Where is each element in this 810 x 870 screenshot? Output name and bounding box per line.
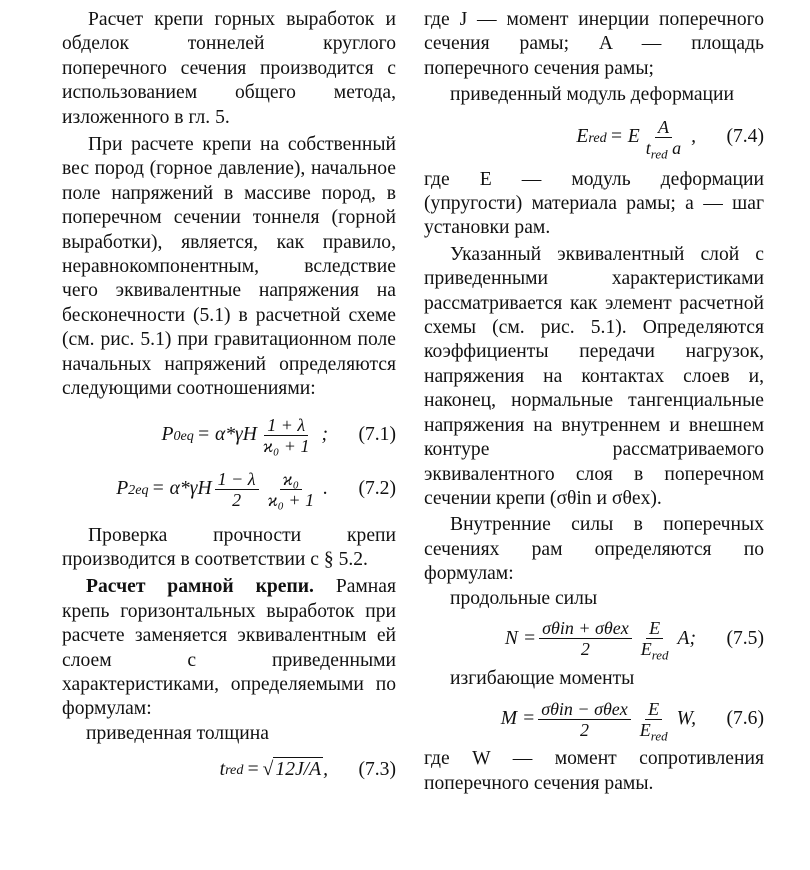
numerator: 1 + λ: [264, 415, 308, 436]
numerator: σθin − σθex: [538, 699, 631, 720]
paragraph: [62, 575, 396, 721]
equation-number: (7.4): [726, 126, 764, 148]
eq-symbol: t: [219, 758, 226, 780]
paragraph: приведенная толщина: [86, 722, 269, 744]
eq-fraction: [643, 117, 684, 162]
paragraph: Проверка прочности крепи производится в соответствии с § 5.2.: [62, 524, 396, 570]
paragraph: При расчете крепи на собственный вес пород (горное давление), начальное поле напряжений в массиве пород, в поперечном сечении тоннеля (горной выработки), является, как правило, неравнокомпонентным, вследствие чего эквивалентные напряжения на бесконечности (5.1) в расчетной схеме (см. рис. 5.1) при гравитационном поле начальных напряжений определяются следующими соотношениями:: [62, 134, 396, 400]
equation-number: (7.5): [726, 627, 764, 649]
denominator: 2: [580, 639, 590, 660]
eq-equals: =: [246, 758, 260, 780]
left-column: [62, 8, 396, 790]
right-column: [424, 8, 764, 796]
eq-rhs: = α*γH: [151, 478, 212, 500]
denominator: ϰ₀ + 1: [262, 436, 310, 456]
equation-number: (7.2): [358, 478, 396, 500]
sqrt-argument: 12J/A: [273, 757, 323, 782]
eq-lhs: M =: [500, 708, 536, 730]
denominator-t: t: [645, 138, 651, 159]
eq-fraction: [215, 469, 259, 510]
denominator: ϰ₀ + 1: [267, 490, 315, 510]
eq-punct: ,: [691, 126, 696, 148]
paragraph-text: Рамная крепь горизонтальных выработок при расчете заменяется эквивалентным ей слоем с приведенными характеристиками, определяемыми по формулам:: [62, 576, 397, 720]
section-heading: Расчет рамной крепи.: [86, 576, 314, 598]
equation-body: P 2eq = α*γH $\frac{1 - \lambda}{2}$ $\frac{\text{ϰ₀}}{\text{ϰ₀ + 1}}$ .: [116, 469, 328, 510]
equation-7-1: [62, 410, 396, 462]
numerator: σθin + σθex: [539, 618, 632, 639]
eq-punct: .: [323, 478, 328, 500]
eq-punct: ,: [323, 758, 328, 780]
denominator-subscript: red: [650, 728, 668, 744]
numerator: A: [655, 117, 672, 138]
equation-body: t red = √ 12J/A ,: [220, 757, 328, 782]
paragraph: приведенный модуль деформации: [450, 84, 734, 106]
eq-fraction: [637, 698, 671, 744]
numerator: E: [645, 699, 662, 720]
denominator: 2: [579, 719, 589, 740]
equation-number: (7.6): [726, 708, 764, 730]
equation-7-5: [424, 613, 764, 665]
denominator-a: a: [672, 138, 682, 159]
eq-lhs: N =: [504, 627, 537, 649]
denominator: 2: [232, 490, 242, 510]
equation-7-3: [62, 750, 396, 790]
equation-number: (7.1): [358, 424, 396, 446]
equation-7-2: [62, 464, 396, 516]
equation-body: P 0eq = α*γH $\frac{1 + \lambda}{\text{ϰ₀ + 1}}$ ;: [161, 415, 328, 456]
paragraph: где J — момент инерции поперечного сечения рамы; A — площадь поперечного сечения рамы;: [424, 9, 764, 79]
eq-fraction: [265, 469, 318, 510]
eq-symbol: P: [161, 424, 174, 446]
eq-rhs: = α*γH: [196, 424, 257, 446]
eq-fraction: [539, 618, 632, 659]
eq-tail: A;: [677, 627, 696, 649]
eq-fraction: [260, 415, 313, 456]
denominator: [638, 639, 672, 663]
eq-symbol: P: [116, 478, 129, 500]
equation-body: [504, 618, 696, 663]
paragraph: где E — модуль деформации (упругости) материала рамы; a — шаг установки рам.: [424, 168, 764, 239]
paragraph: изгибающие моменты: [450, 667, 635, 689]
denominator: [643, 138, 684, 162]
eq-symbol: E: [576, 126, 589, 148]
paragraph: где W — момент сопротивления поперечного сечения рамы.: [424, 748, 764, 794]
equation-body: E red = E $\frac{A}{t_{red} a}$ ,: [576, 117, 696, 162]
sqrt-symbol: √: [262, 758, 274, 780]
paragraph: Расчет крепи горных выработок и обделок тоннелей круглого поперечного сечения производится с использованием общего метода, изложенного в гл. 5.: [62, 9, 396, 128]
equation-7-4: [424, 112, 764, 164]
equation-body: [500, 698, 696, 744]
paragraph: Внутренние силы в поперечных сечениях рам определяются по формулам:: [424, 514, 764, 585]
eq-tail: W,: [676, 708, 696, 730]
equation-number: (7.3): [358, 758, 396, 780]
eq-punct: ;: [321, 424, 328, 446]
paragraph: Указанный эквивалентный слой с приведенными характеристиками рассматривается как элемент расчетной схемы (см. рис. 5.1). Определяются коэффициенты передачи нагрузок, напряжения на контактах слоев и, наконец, нормальные тангенциальные напряжения на внутреннем и внешнем контуре рассматриваемого эквивалентного слоя в поперечном сечении крепи (σθin и σθex).: [424, 243, 764, 509]
denominator-subscript: red: [651, 647, 669, 663]
numerator: 1 − λ: [215, 469, 259, 490]
eq-rhs: = E: [609, 126, 640, 148]
denominator-E: E: [640, 639, 652, 660]
eq-fraction: [638, 618, 672, 663]
denominator: [637, 719, 671, 744]
paragraph: продольные силы: [450, 587, 598, 609]
eq-fraction: [538, 699, 631, 740]
equation-7-6: [424, 693, 764, 745]
denominator-subscript: red: [650, 146, 668, 162]
numerator: E: [646, 618, 663, 639]
denominator-E: E: [639, 719, 651, 740]
numerator: ϰ₀: [280, 469, 302, 490]
